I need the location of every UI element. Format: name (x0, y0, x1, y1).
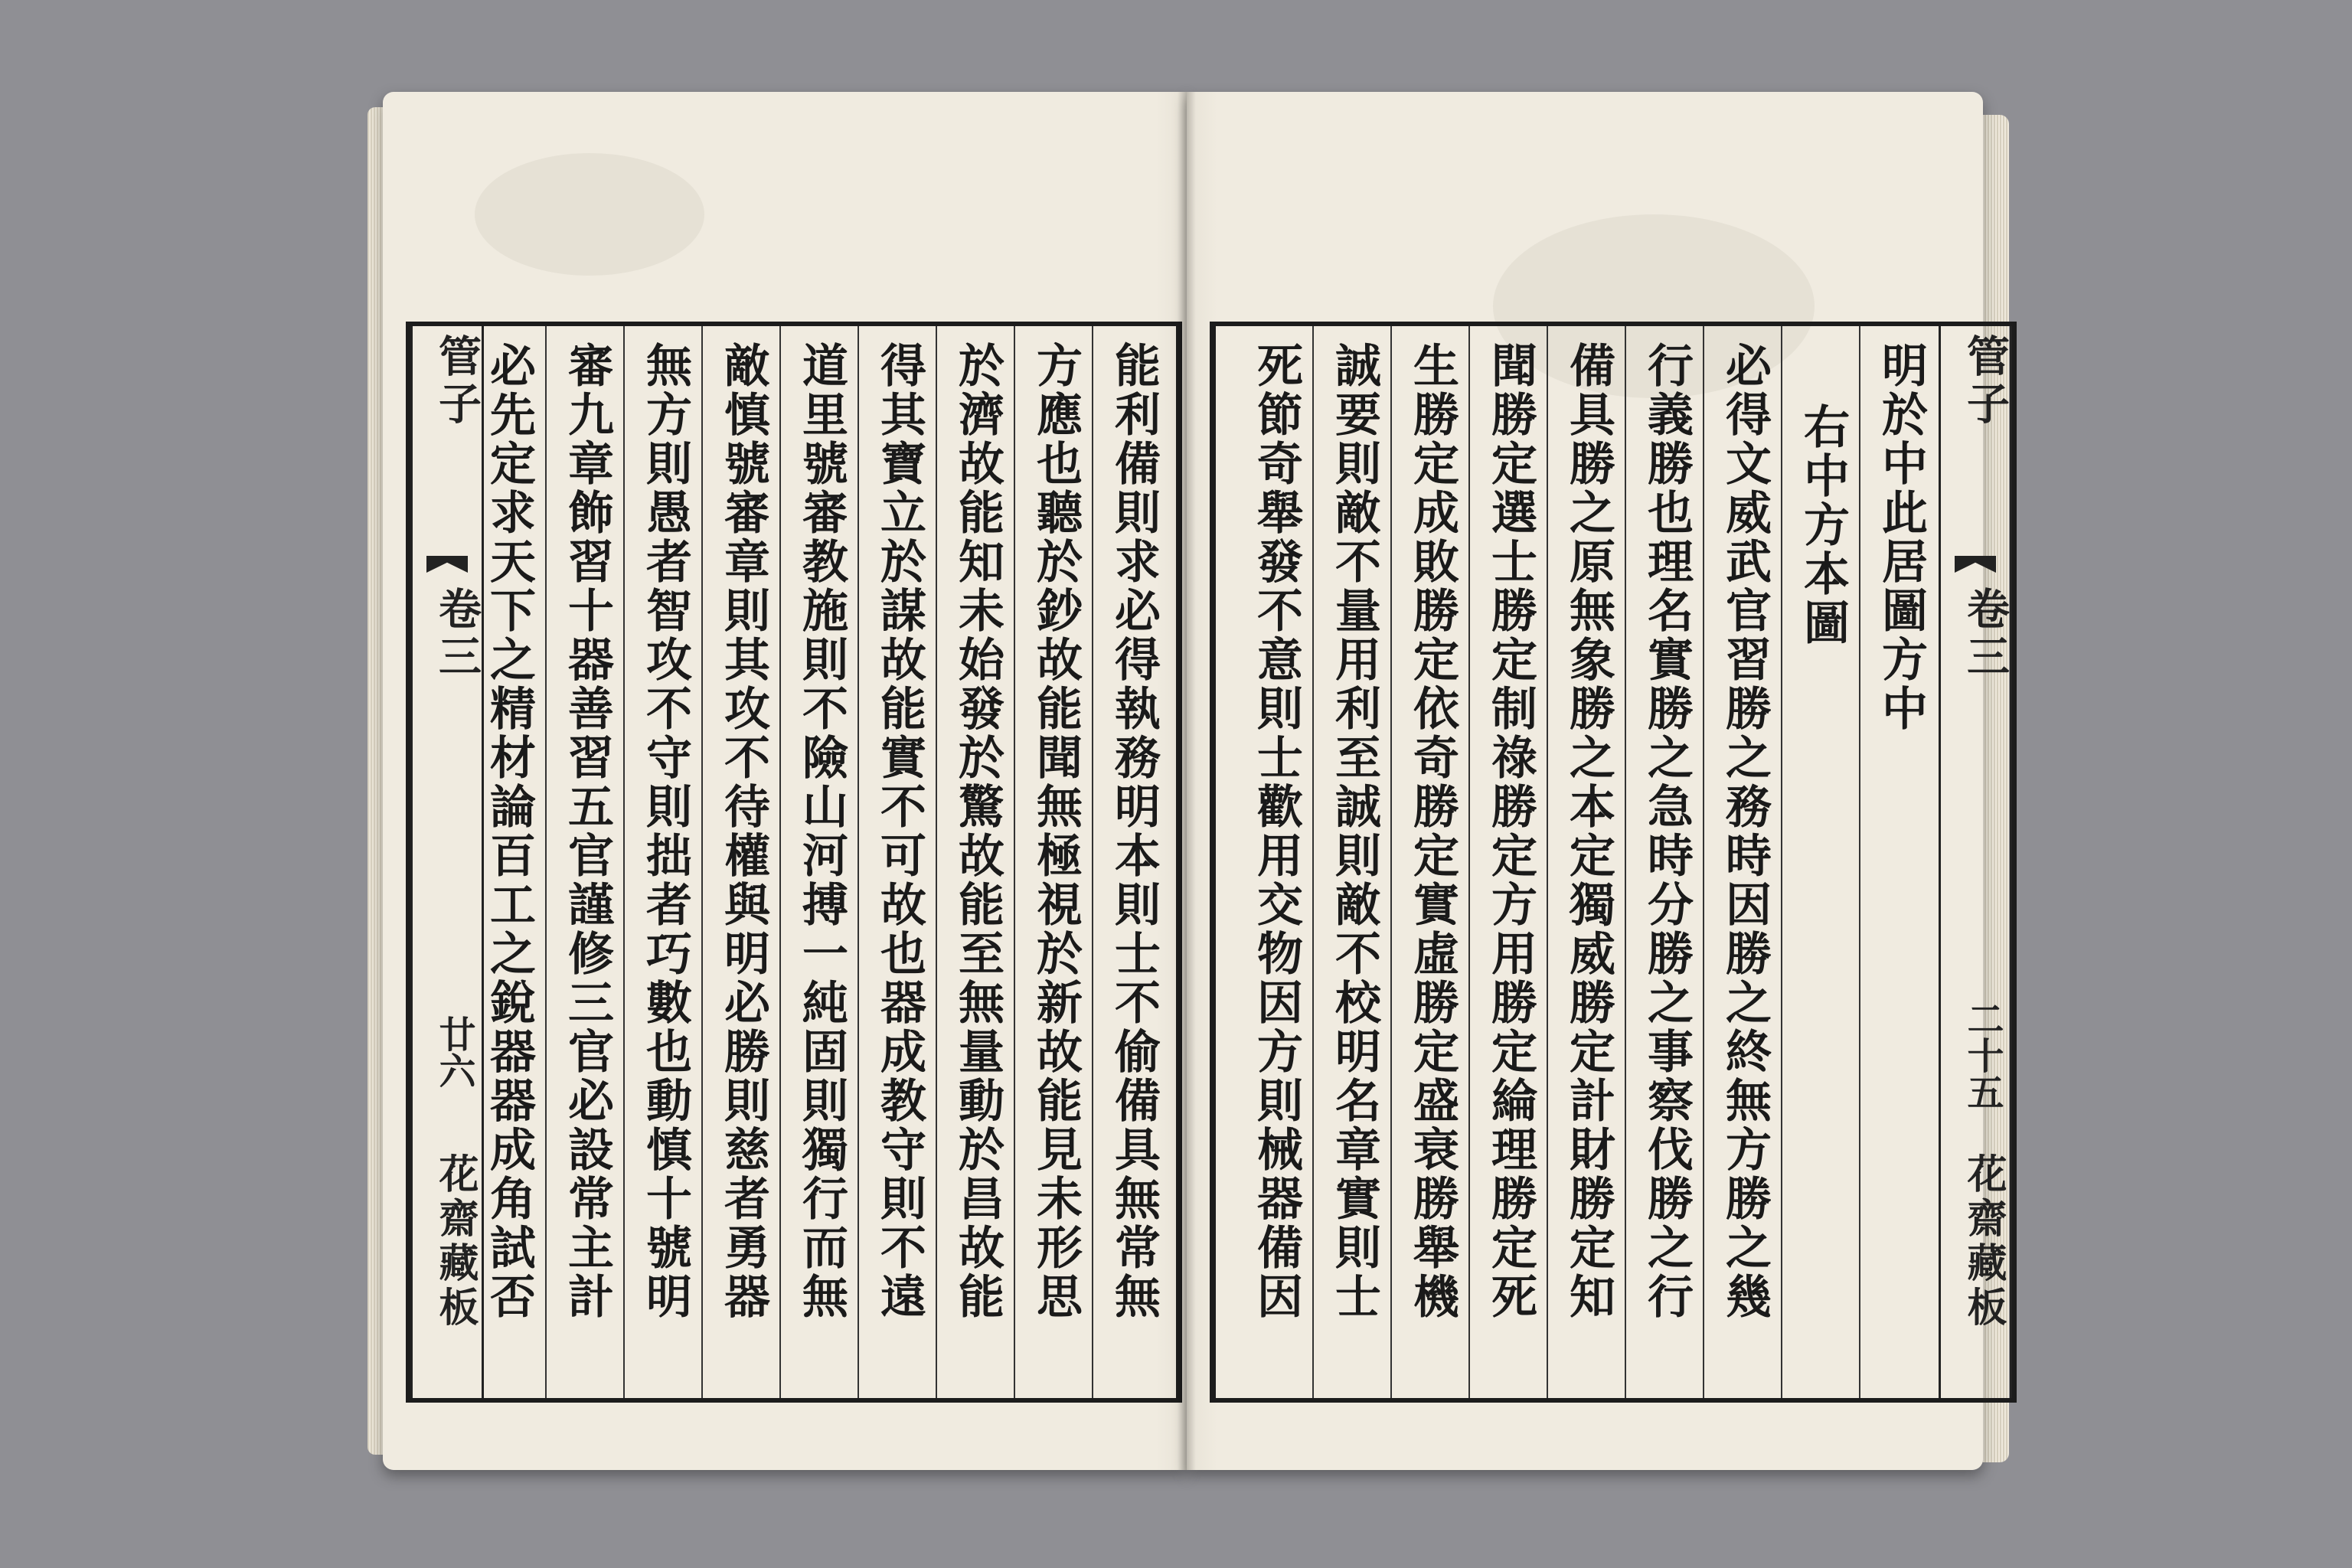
publisher-mark: 花齋藏板 (432, 1153, 479, 1331)
column-rule (545, 326, 547, 1398)
column-rule (1547, 326, 1548, 1398)
book-gutter (1178, 92, 1196, 1470)
column-rule (858, 326, 859, 1398)
text-column: 聞勝定選士勝定制祿勝定方用勝定綸理勝定死 (1484, 341, 1537, 1321)
text-column: 必得文威武官習勝之務時因勝之終無方勝之幾 (1718, 341, 1772, 1321)
text-column: 誠要則敵不量用利至誠則敵不校明名章實則士 (1328, 341, 1381, 1321)
text-column: 備具勝之原無象勝之本定獨威勝定計財勝定知 (1562, 341, 1615, 1321)
paper-stain (475, 153, 704, 276)
column-rule (779, 326, 781, 1398)
banner-volume: 卷三 (1960, 586, 2011, 681)
right-text-frame (1210, 322, 2017, 1403)
open-book (368, 92, 2014, 1493)
column-rule (623, 326, 625, 1398)
page-number: 二十五 (1961, 1000, 2004, 1110)
column-rule (1468, 326, 1470, 1398)
column-rule (1859, 326, 1860, 1398)
text-column: 敵慎號審章則其攻不待權與明必勝則慈者勇器 (717, 341, 770, 1321)
column-rule (1781, 326, 1782, 1398)
left-page (383, 92, 1187, 1470)
column-rule (1312, 326, 1314, 1398)
text-column: 道里號審教施則不險山河搏一純固則獨行而無 (795, 341, 848, 1321)
text-column: 無方則愚者智攻不守則拙者巧數也動慎十號明 (639, 341, 692, 1321)
fish-tail-mark (1955, 556, 1996, 573)
text-column: 方應也聽於鈔故能聞無極視於新故能見未形思 (1029, 341, 1083, 1321)
text-column: 能利備則求必得執務明本則士不偷備具無常無 (1107, 341, 1161, 1321)
banner-title: 管子 (432, 334, 482, 429)
text-column: 必先定求天下之精材論百工之銳器器成角試否 (482, 341, 536, 1321)
column-rule (1625, 326, 1626, 1398)
text-column: 右中方本圖 (1796, 403, 1850, 648)
banner-title: 管子 (1960, 334, 2011, 429)
column-rule (1014, 326, 1015, 1398)
column-rule (1092, 326, 1093, 1398)
right-banner-column (1939, 326, 2012, 1398)
text-column: 生勝定成敗勝定依奇勝定實虛勝定盛衰勝舉機 (1406, 341, 1459, 1321)
column-rule (1390, 326, 1392, 1398)
column-rule (1703, 326, 1704, 1398)
text-column: 明於中此居圖方中 (1874, 341, 1928, 733)
left-text-frame (406, 322, 1182, 1403)
banner-volume: 卷三 (432, 586, 482, 681)
publisher-mark: 花齋藏板 (1960, 1153, 2007, 1331)
text-column: 死節奇舉發不意則士歡用交物因方則械器備因 (1250, 341, 1303, 1321)
text-column: 審九章飾習十器善習五官謹修三官必設常主計 (560, 341, 614, 1321)
text-column: 行義勝也理名實勝之急時分勝之事察伐勝之行 (1640, 341, 1694, 1321)
left-banner-column (410, 326, 484, 1398)
fish-tail-mark (426, 556, 468, 573)
text-column: 於濟故能知未始發於驚故能至無量動於昌故能 (951, 341, 1004, 1321)
column-rule (936, 326, 937, 1398)
page-number: 廿六 (433, 1015, 475, 1089)
column-rule (701, 326, 703, 1398)
text-column: 得其寶立於謀故能實不可故也器成教守則不遠 (873, 341, 926, 1321)
